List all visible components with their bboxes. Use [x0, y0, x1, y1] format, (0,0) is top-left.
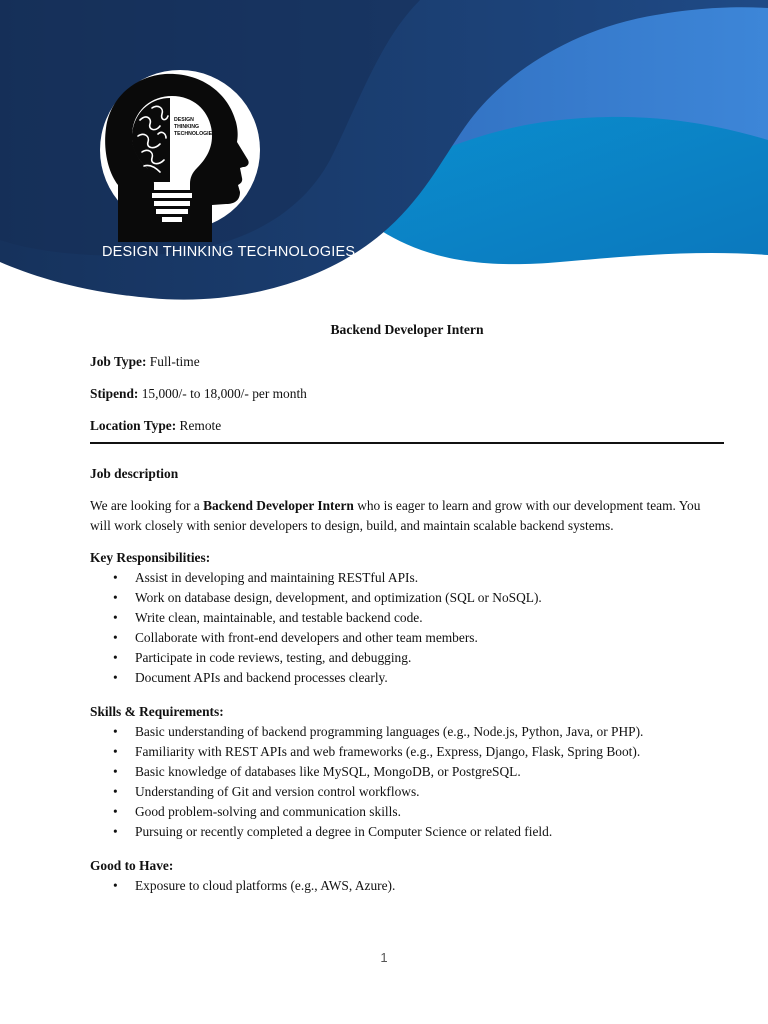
company-name: DESIGN THINKING TECHNOLOGIES — [102, 244, 356, 260]
job-type-field — [90, 352, 724, 372]
field-label: Job Type: — [90, 354, 147, 369]
list-item: • Understanding of Git and version control workflows. — [135, 782, 724, 802]
list-item: • Basic knowledge of databases like MySQL, MongoDB, or PostgreSQL. — [135, 762, 724, 782]
list-item: • Work on database design, development, and optimization (SQL or NoSQL). — [135, 588, 724, 608]
field-value: 15,000/- to 18,000/- per month — [141, 386, 307, 401]
list-item: • Write clean, maintainable, and testable backend code. — [135, 608, 724, 628]
skills-heading: Skills & Requirements: — [90, 704, 224, 719]
list-item: • Good problem-solving and communication skills. — [135, 802, 724, 822]
svg-text:DESIGN: DESIGN — [174, 117, 194, 123]
responsibilities-heading: Key Responsibilities: — [90, 550, 211, 565]
list-item: • Assist in developing and maintaining RESTful APIs. — [135, 568, 724, 588]
stipend-field — [90, 384, 724, 404]
job-description-text: We are looking for a Backend Developer Intern who is eager to learn and grow with our development team. You will work closely with senior developers to design, build, and maintain scalable backend systems. — [90, 498, 701, 533]
responsibilities-list — [90, 568, 724, 688]
list-item: • Basic understanding of backend programming languages (e.g., Node.js, Python, Java, or PHP). — [135, 722, 724, 742]
page-number: 1 — [380, 950, 388, 965]
job-description-heading: Job description — [90, 466, 179, 481]
header-banner — [0, 0, 768, 310]
list-item: • Participate in code reviews, testing, and debugging. — [135, 648, 724, 668]
list-item: • Document APIs and backend processes clearly. — [135, 668, 724, 688]
section-divider — [90, 442, 724, 444]
list-item: • Exposure to cloud platforms (e.g., AWS, Azure). — [135, 876, 724, 896]
list-item: • Pursuing or recently completed a degree in Computer Science or related field. — [135, 822, 724, 842]
skills-list — [90, 722, 724, 842]
good-to-have-heading: Good to Have: — [90, 858, 174, 873]
svg-text:THINKING: THINKING — [174, 124, 200, 130]
field-label: Location Type: — [90, 418, 177, 433]
field-value: Remote — [179, 418, 222, 433]
job-title: Backend Developer Intern — [330, 322, 484, 337]
job-posting — [90, 320, 724, 910]
field-label: Stipend: — [90, 386, 139, 401]
location-type-field — [90, 416, 724, 436]
field-value: Full-time — [149, 354, 200, 369]
good-to-have-list — [90, 876, 724, 896]
list-item: • Familiarity with REST APIs and web frameworks (e.g., Express, Django, Flask, Spring Boot). — [135, 742, 724, 762]
svg-text:TECHNOLOGIES: TECHNOLOGIES — [174, 131, 216, 137]
list-item: • Collaborate with front-end developers and other team members. — [135, 628, 724, 648]
